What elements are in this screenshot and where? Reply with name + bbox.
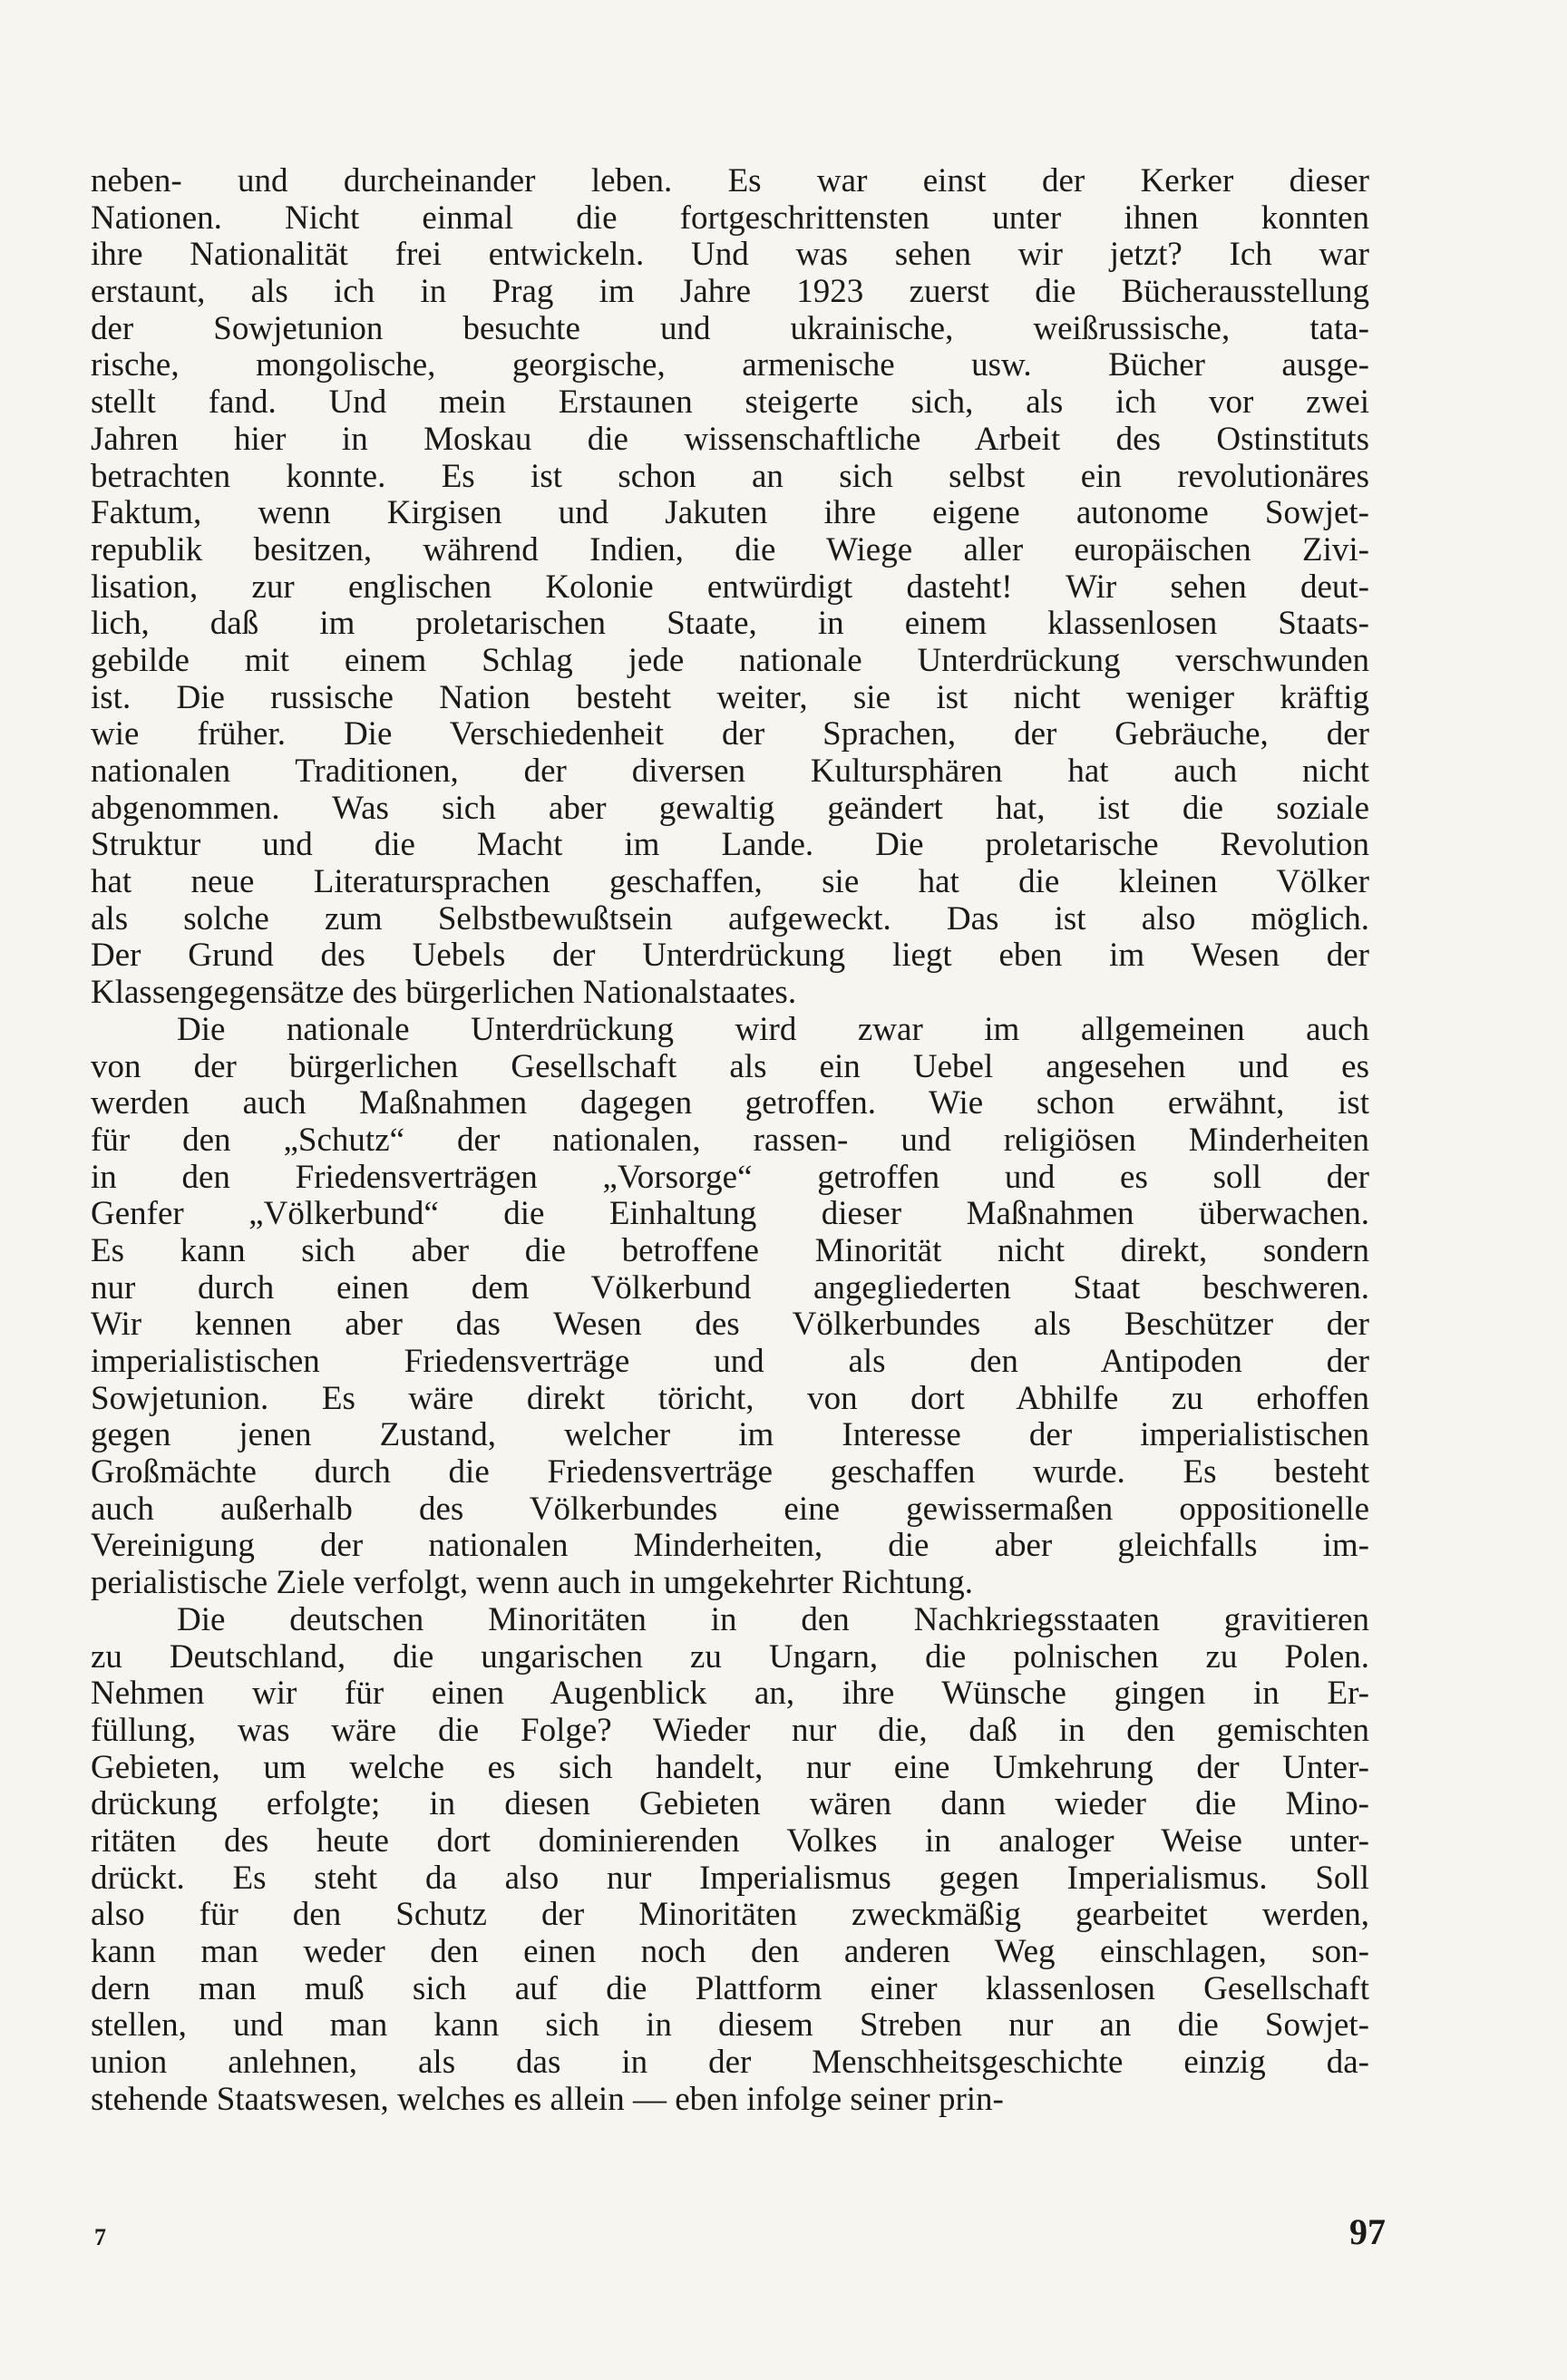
text-line: füllung, was wäre die Folge? Wieder nur die, daß in den gemischten (91, 1712, 1369, 1749)
text-line: lich, daß im proletarischen Staate, in einem klassenlosen Staats- (91, 606, 1369, 643)
text-line: der Sowjetunion besuchte und ukrainische, weißrussische, tata- (91, 310, 1369, 347)
text-line: lisation, zur englischen Kolonie entwürdigt dasteht! Wir sehen deut- (91, 568, 1369, 606)
text-line: zu Deutschland, die ungarischen zu Ungarn, die polnischen zu Polen. (91, 1638, 1369, 1676)
text-line: republik besitzen, während Indien, die Wiege aller europäischen Zivi- (91, 531, 1369, 568)
paragraph (91, 1602, 1369, 2119)
text-line: Sowjetunion. Es wäre direkt töricht, von dort Abhilfe zu erhoffen (91, 1380, 1369, 1417)
text-line: abgenommen. Was sich aber gewaltig geändert hat, ist die soziale (91, 790, 1369, 827)
text-line: Klassengegensätze des bürgerlichen Nationalstaates. (91, 975, 797, 1012)
text-line: Nehmen wir für einen Augenblick an, ihre Wünsche gingen in Er- (91, 1676, 1369, 1713)
text-line: von der bürgerlichen Gesellschaft als ein Uebel angesehen und es (91, 1048, 1369, 1085)
text-line: betrachten konnte. Es ist schon an sich selbst ein revolutionäres (91, 458, 1369, 495)
text-line: drückt. Es steht da also nur Imperialismus gegen Imperialismus. Soll (91, 1860, 1369, 1897)
signature-mark: 7 (94, 2224, 106, 2250)
text-line: kann man weder den einen noch den anderen Weg einschlagen, son- (91, 1934, 1369, 1970)
text-line: nur durch einen dem Völkerbund angegliederten Staat beschweren. (91, 1269, 1369, 1307)
text-line: rische, mongolische, georgische, armenische usw. Bücher ausge- (91, 347, 1369, 384)
text-line: in den Friedensverträgen „Vorsorge“ getroffen und es soll der (91, 1159, 1369, 1196)
text-line: ihre Nationalität frei entwickeln. Und was sehen wir jetzt? Ich war (91, 237, 1369, 274)
text-line: als solche zum Selbstbewußtsein aufgeweckt. Das ist also möglich. (91, 900, 1369, 937)
text-line: stellen, und man kann sich in diesem Streben nur an die Sowjet- (91, 2007, 1369, 2045)
text-line: ist. Die russische Nation besteht weiter, sie ist nicht weniger kräftig (91, 679, 1369, 716)
body-text (91, 163, 1369, 2118)
page-number: 97 (1349, 2211, 1386, 2252)
text-line: auch außerhalb des Völkerbundes eine gewissermaßen oppositionelle (91, 1491, 1369, 1528)
text-line: Die nationale Unterdrückung wird zwar im allgemeinen auch (177, 1011, 1369, 1048)
text-line: Wir kennen aber das Wesen des Völkerbundes als Beschützer der (91, 1307, 1369, 1344)
text-line: Faktum, wenn Kirgisen und Jakuten ihre eigene autonome Sowjet- (91, 495, 1369, 532)
text-line: Die deutschen Minoritäten in den Nachkriegsstaaten gravitieren (177, 1601, 1369, 1638)
text-line: gegen jenen Zustand, welcher im Interesse der imperialistischen (91, 1417, 1369, 1454)
text-line: erstaunt, als ich in Prag im Jahre 1923 zuerst die Bücherausstellung (91, 274, 1369, 311)
text-line: Nationen. Nicht einmal die fortgeschrittensten unter ihnen konnten (91, 199, 1369, 237)
paragraph (91, 163, 1369, 1012)
text-line: Großmächte durch die Friedensverträge geschaffen wurde. Es besteht (91, 1454, 1369, 1491)
text-line: nationalen Traditionen, der diversen Kultursphären hat auch nicht (91, 753, 1369, 790)
text-line: stehende Staatswesen, welches es allein — eben infolge seiner prin- (91, 2081, 1004, 2118)
text-line: dern man muß sich auf die Plattform einer klassenlosen Gesellschaft (91, 1970, 1369, 2007)
text-line: neben- und durcheinander leben. Es war einst der Kerker dieser (91, 163, 1369, 199)
text-line: union anlehnen, als das in der Menschheitsgeschichte einzig da- (91, 2045, 1369, 2082)
text-line: werden auch Maßnahmen dagegen getroffen. Wie schon erwähnt, ist (91, 1085, 1369, 1122)
text-line: Genfer „Völkerbund“ die Einhaltung dieser Maßnahmen überwachen. (91, 1196, 1369, 1233)
text-line: perialistische Ziele verfolgt, wenn auch in umgekehrter Richtung. (91, 1565, 973, 1602)
text-line: Jahren hier in Moskau die wissenschaftliche Arbeit des Ostinstituts (91, 421, 1369, 458)
text-line: wie früher. Die Verschiedenheit der Sprachen, der Gebräuche, der (91, 716, 1369, 753)
text-line: gebilde mit einem Schlag jede nationale Unterdrückung verschwunden (91, 642, 1369, 679)
text-line: stellt fand. Und mein Erstaunen steigerte sich, als ich vor zwei (91, 384, 1369, 422)
text-line: Vereinigung der nationalen Minderheiten, die aber gleichfalls im- (91, 1528, 1369, 1565)
text-line: für den „Schutz“ der nationalen, rassen- und religiösen Minderheiten (91, 1122, 1369, 1159)
text-line: Struktur und die Macht im Lande. Die proletarische Revolution (91, 827, 1369, 864)
text-line: Es kann sich aber die betroffene Minorität nicht direkt, sondern (91, 1232, 1369, 1269)
paragraph (91, 1012, 1369, 1602)
text-line: also für den Schutz der Minoritäten zweckmäßig gearbeitet werden, (91, 1897, 1369, 1934)
text-line: Der Grund des Uebels der Unterdrückung liegt eben im Wesen der (91, 937, 1369, 975)
text-line: ritäten des heute dort dominierenden Volkes in analoger Weise unter- (91, 1822, 1369, 1860)
text-line: Gebieten, um welche es sich handelt, nur eine Umkehrung der Unter- (91, 1749, 1369, 1786)
text-line: imperialistischen Friedensverträge und als den Antipoden der (91, 1344, 1369, 1380)
text-line: drückung erfolgte; in diesen Gebieten wären dann wieder die Mino- (91, 1786, 1369, 1823)
text-line: hat neue Literatursprachen geschaffen, sie hat die kleinen Völker (91, 864, 1369, 901)
